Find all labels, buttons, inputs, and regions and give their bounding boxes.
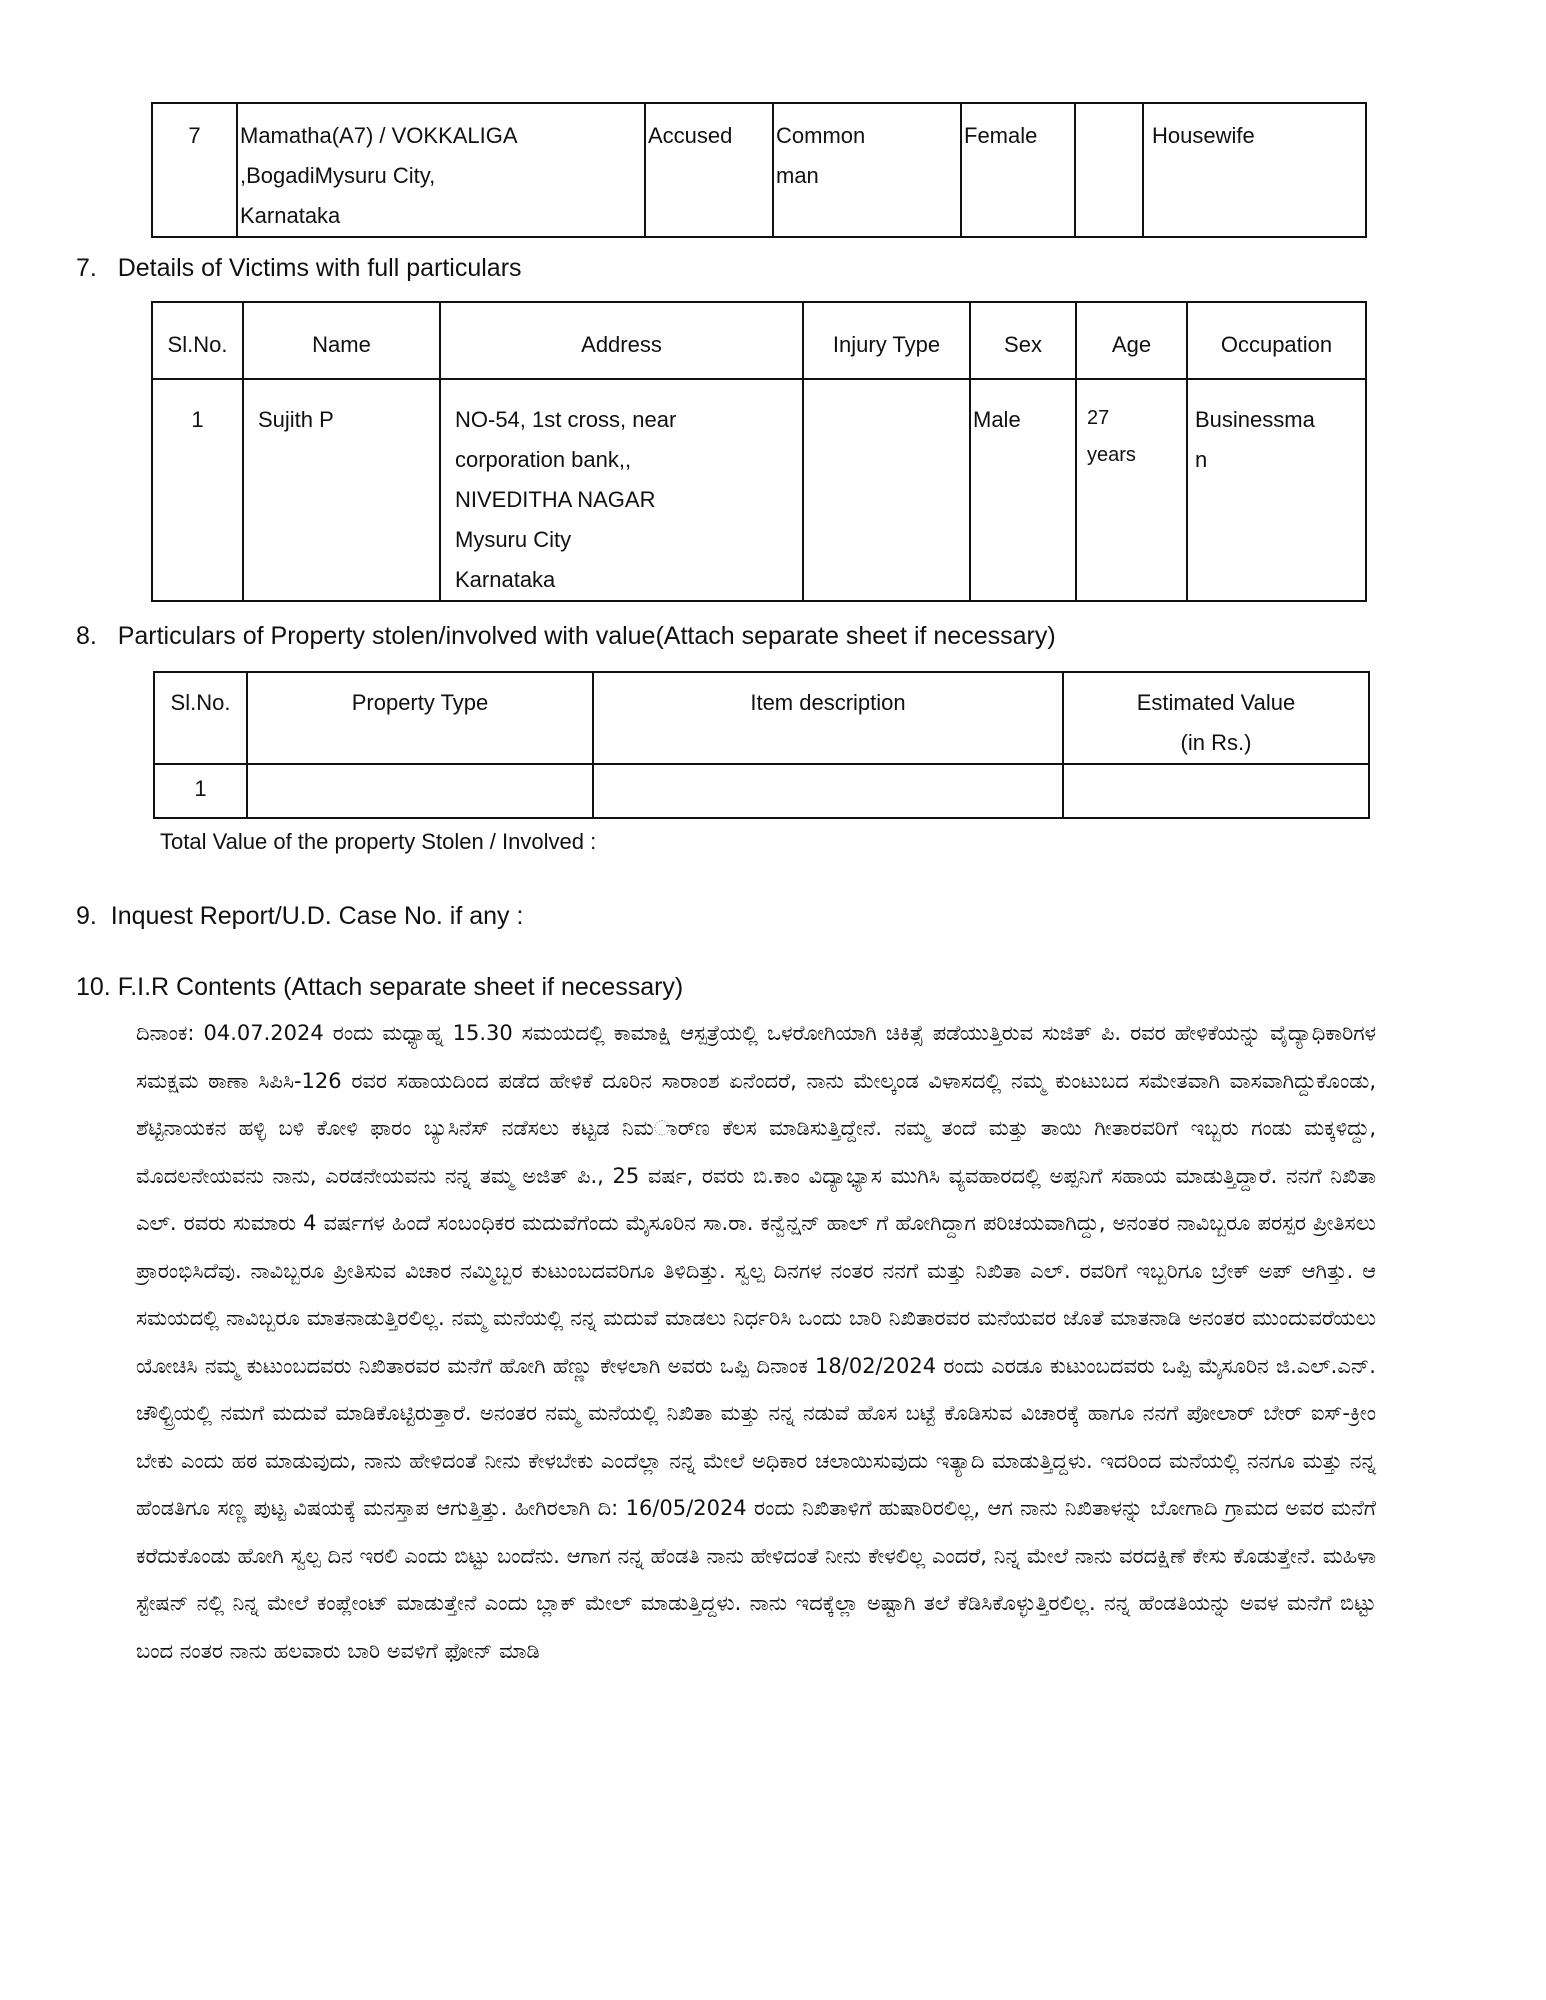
property-desc (593, 764, 1063, 818)
victim-address-line: corporation bank,, (455, 447, 632, 472)
estimated-value-label: Estimated Value (1136, 690, 1296, 715)
section-10-number: 10. (76, 973, 111, 1001)
header-property-slno: Sl.No. (154, 672, 247, 764)
victim-address-line: NO-54, 1st cross, near (455, 407, 677, 432)
victim-age (1076, 379, 1187, 601)
accused-category-line: Common (776, 123, 866, 148)
property-table (153, 671, 1370, 819)
header-estimated-value (1063, 672, 1369, 764)
header-occupation: Occupation (1187, 302, 1366, 379)
accused-name-line: Karnataka (240, 203, 341, 228)
section-9-heading (76, 902, 523, 931)
header-address: Address (440, 302, 803, 379)
victim-name: Sujith P (243, 379, 440, 601)
accused-occupation: Housewife (1143, 103, 1366, 237)
section-9-number: 9. (76, 902, 97, 930)
accused-sex: Female (961, 103, 1075, 237)
accused-sl: 7 (152, 103, 237, 237)
victim-injury-type (803, 379, 970, 601)
accused-row (152, 103, 1366, 237)
victim-occupation-line: n (1195, 447, 1208, 472)
section-7-number: 7. (76, 254, 97, 282)
victim-address (440, 379, 803, 601)
header-item-description: Item description (593, 672, 1063, 764)
total-value-label: Total Value of the property Stolen / Involved : (160, 829, 597, 854)
section-9-title: Inquest Report/U.D. Case No. if any : (110, 902, 524, 930)
property-type (247, 764, 593, 818)
header-name: Name (243, 302, 440, 379)
accused-name (237, 103, 645, 237)
victim-address-line: NIVEDITHA NAGAR (455, 487, 656, 512)
section-7-title: Details of Victims with full particulars (117, 254, 522, 282)
victim-row (152, 379, 1366, 601)
header-age: Age (1076, 302, 1187, 379)
accused-name-line: ,BogadiMysuru City, (240, 163, 436, 188)
header-property-type: Property Type (247, 672, 593, 764)
estimated-value-unit: (in Rs.) (1180, 730, 1252, 755)
property-row (154, 764, 1369, 818)
accused-table (151, 102, 1367, 238)
accused-category (773, 103, 961, 237)
accused-category-line: man (776, 163, 819, 188)
victims-header-row (152, 302, 1366, 379)
section-7-heading (76, 254, 522, 283)
accused-age (1075, 103, 1143, 237)
section-8-heading (76, 622, 1056, 651)
victims-table (151, 301, 1367, 602)
section-8-number: 8. (76, 622, 97, 650)
fir-contents: ದಿನಾಂಕ: 04.07.2024 ರಂದು ಮಧ್ಯಾಹ್ನ 15.30 ಸಮಯದಲ್ಲಿ ಕಾಮಾಕ್ಷಿ ಆಸ್ಪತ್ರೆಯಲ್ಲಿ ಒಳರೋಗಿಯಾಗಿ ಚಿಕಿತ್ಸೆ ಪಡೆಯುತ್ತಿರುವ ಸುಜಿತ್ ಪಿ. ರವರ ಹೇಳಿಕೆಯನ್ನು ವೈದ್ಯಾಧಿಕಾರಿಗಳ ಸಮಕ್ಷಮ ಠಾಣಾ ಸಿಪಿಸಿ-126 ರವರ ಸಹಾಯದಿಂದ ಪಡೆದ ಹೇಳಿಕೆ ದೂರಿನ ಸಾರಾಂಶ ಏನೆಂದರೆ, ನಾನು ಮೇಲ್ಕಂಡ ವಿಳಾಸದಲ್ಲಿ ನಮ್ಮ ಕುಂಟುಬದ ಸಮೇತವಾಗಿ ವಾಸವಾಗಿದ್ದುಕೊಂಡು, ಶೆಟ್ಟಿನಾಯಕನ ಹಳ್ಳಿ ಬಳಿ ಕೋಳಿ ಫಾರಂ ಬ್ಯುಸಿನೆಸ್ ನಡೆಸಲು ಕಟ್ಟಡ ನಿಮರ್ಾಣ ಕೆಲಸ ಮಾಡಿಸುತ್ತಿದ್ದೇನೆ. ನಮ್ಮ ತಂದೆ ಮತ್ತು ತಾಯಿ ಗೀತಾರವರಿಗೆ ಇಬ್ಬರು ಗಂಡು ಮಕ್ಕಳಿದ್ದು, ಮೊದಲನೇಯವನು ನಾನು, ಎರಡನೇಯವನು ನನ್ನ ತಮ್ಮ ಅಜಿತ್ ಪಿ., 25 ವರ್ಷ, ರವರು ಬಿ.ಕಾಂ ವಿದ್ಯಾಭ್ಯಾಸ ಮುಗಿಸಿ ವ್ಯವಹಾರದಲ್ಲಿ ಅಪ್ಪನಿಗೆ ಸಹಾಯ ಮಾಡುತ್ತಿದ್ದಾರೆ. ನನಗೆ ನಿಖಿತಾ ಎಲ್. ರವರು ಸುಮಾರು 4 ವರ್ಷಗಳ ಹಿಂದೆ ಸಂಬಂಧಿಕರ ಮದುವೆಗೆಂದು ಮೈಸೂರಿನ ಸಾ.ರಾ. ಕನ್ವೆನ್ಷನ್ ಹಾಲ್ ಗೆ ಹೋಗಿದ್ದಾಗ ಪರಿಚಯವಾಗಿದ್ದು, ಅನಂತರ ನಾವಿಬ್ಬರೂ ಪರಸ್ಪರ ಪ್ರೀತಿಸಲು ಪ್ರಾರಂಭಿಸಿದೆವು. ನಾವಿಬ್ಬರೂ ಪ್ರೀತಿಸುವ ವಿಚಾರ ನಮ್ಮಿಬ್ಬರ ಕುಟುಂಬದವರಿಗೂ ತಿಳಿದಿತ್ತು. ಸ್ವಲ್ಪ ದಿನಗಳ ನಂತರ ನನಗೆ ಮತ್ತು ನಿಖಿತಾ ಎಲ್. ರವರಿಗೆ ಇಬ್ಬರಿಗೂ ಬ್ರೇಕ್ ಅಪ್ ಆಗಿತ್ತು. ಆ ಸಮಯದಲ್ಲಿ ನಾವಿಬ್ಬರೂ ಮಾತನಾಡುತ್ತಿರಲಿಲ್ಲ. ನಮ್ಮ ಮನೆಯಲ್ಲಿ ನನ್ನ ಮದುವೆ ಮಾಡಲು ನಿರ್ಧರಿಸಿ ಒಂದು ಬಾರಿ ನಿಖಿತಾರವರ ಮನೆಯವರ ಜೊತೆ ಮಾತನಾಡಿ ಅನಂತರ ಮುಂದುವರೆಯಲು ಯೋಚಿಸಿ ನಮ್ಮ ಕುಟುಂಬದವರು ನಿಖಿತಾರವರ ಮನೆಗೆ ಹೋಗಿ ಹೆಣ್ಣು ಕೇಳಲಾಗಿ ಅವರು ಒಪ್ಪಿ ದಿನಾಂಕ 18/02/2024 ರಂದು ಎರಡೂ ಕುಟುಂಬದವರು ಒಪ್ಪಿ ಮೈಸೂರಿನ ಜಿ.ಎಲ್.ಎನ್. ಚೌಲ್ಟ್ರಿಯಲ್ಲಿ ನಮಗೆ ಮದುವೆ ಮಾಡಿಕೊಟ್ಟಿರುತ್ತಾರೆ. ಅನಂತರ ನಮ್ಮ ಮನೆಯಲ್ಲಿ ನಿಖಿತಾ ಮತ್ತು ನನ್ನ ನಡುವೆ ಹೊಸ ಬಟ್ಟೆ ಕೊಡಿಸುವ ವಿಚಾರಕ್ಕೆ ಹಾಗೂ ನನಗೆ ಪೋಲಾರ್ ಬೇರ್ ಐಸ್-ಕ್ರೀಂ ಬೇಕು ಎಂದು ಹಠ ಮಾಡುವುದು, ನಾನು ಹೇಳಿದಂತೆ ನೀನು ಕೇಳಬೇಕು ಎಂದೆಲ್ಲಾ ನನ್ನ ಮೇಲೆ ಅಧಿಕಾರ ಚಲಾಯಿಸುವುದು ಇತ್ಯಾದಿ ಮಾಡುತ್ತಿದ್ದಳು. ಇದರಿಂದ ಮನೆಯಲ್ಲಿ ನನಗೂ ಮತ್ತು ನನ್ನ ಹೆಂಡತಿಗೂ ಸಣ್ಣ ಪುಟ್ಟ ವಿಷಯಕ್ಕೆ ಮನಸ್ತಾಪ ಆಗುತ್ತಿತ್ತು. ಹೀಗಿರಲಾಗಿ ದಿ: 16/05/2024 ರಂದು ನಿಖಿತಾಳಿಗೆ ಹುಷಾರಿರಲಿಲ್ಲ, ಆಗ ನಾನು ನಿಖಿತಾಳನ್ನು ಬೋಗಾದಿ ಗ್ರಾಮದ ಅವರ ಮನೆಗೆ ಕರೆದುಕೊಂಡು ಹೋಗಿ ಸ್ವಲ್ಪ ದಿನ ಇರಲಿ ಎಂದು ಬಿಟ್ಟು ಬಂದೆನು. ಆಗಾಗ ನನ್ನ ಹೆಂಡತಿ ನಾನು ಹೇಳಿದಂತೆ ನೀನು ಕೇಳಲಿಲ್ಲ ಎಂದರೆ, ನಿನ್ನ ಮೇಲೆ ನಾನು ವರದಕ್ಷಿಣೆ ಕೇಸು ಕೊಡುತ್ತೇನೆ. ಮಹಿಳಾ ಸ್ಟೇಷನ್ ನಲ್ಲಿ ನಿನ್ನ ಮೇಲೆ ಕಂಪ್ಲೇಂಟ್ ಮಾಡುತ್ತೇನೆ ಎಂದು ಬ್ಲಾಕ್ ಮೇಲ್ ಮಾಡುತ್ತಿದ್ದಳು. ನಾನು ಇದಕ್ಕೆಲ್ಲಾ ಅಷ್ಟಾಗಿ ತಲೆ ಕೆಡಿಸಿಕೊಳ್ಳುತ್ತಿರಲಿಲ್ಲ. ನನ್ನ ಹೆಂಡತಿಯನ್ನು ಅವಳ ಮನೆಗೆ ಬಿಟ್ಟು ಬಂದ ನಂತರ ನಾನು ಹಲವಾರು ಬಾರಿ ಅವಳಿಗೆ ಫೋನ್ ಮಾಡಿ (136, 1021, 1376, 1663)
victim-address-line: Karnataka (455, 567, 556, 592)
victim-sex: Male (970, 379, 1076, 601)
section-10-title: F.I.R Contents (Attach separate sheet if necessary) (117, 973, 684, 1001)
victim-address-line: Mysuru City (455, 527, 572, 552)
header-slno: Sl.No. (152, 302, 243, 379)
victim-age-line: 27 (1087, 407, 1110, 429)
header-sex: Sex (970, 302, 1076, 379)
property-value (1063, 764, 1369, 818)
accused-type: Accused (645, 103, 773, 237)
header-injury-type: Injury Type (803, 302, 970, 379)
accused-name-line: Mamatha(A7) / VOKKALIGA (240, 123, 518, 148)
victim-age-line: years (1087, 444, 1136, 466)
victim-occupation (1187, 379, 1366, 601)
section-10-heading (76, 973, 683, 1002)
section-8-title: Particulars of Property stolen/involved with value(Attach separate sheet if necessary) (117, 622, 1056, 650)
property-header-row (154, 672, 1369, 764)
victim-occupation-line: Businessma (1195, 407, 1315, 432)
property-sl: 1 (154, 764, 247, 818)
victim-sl: 1 (152, 379, 243, 601)
